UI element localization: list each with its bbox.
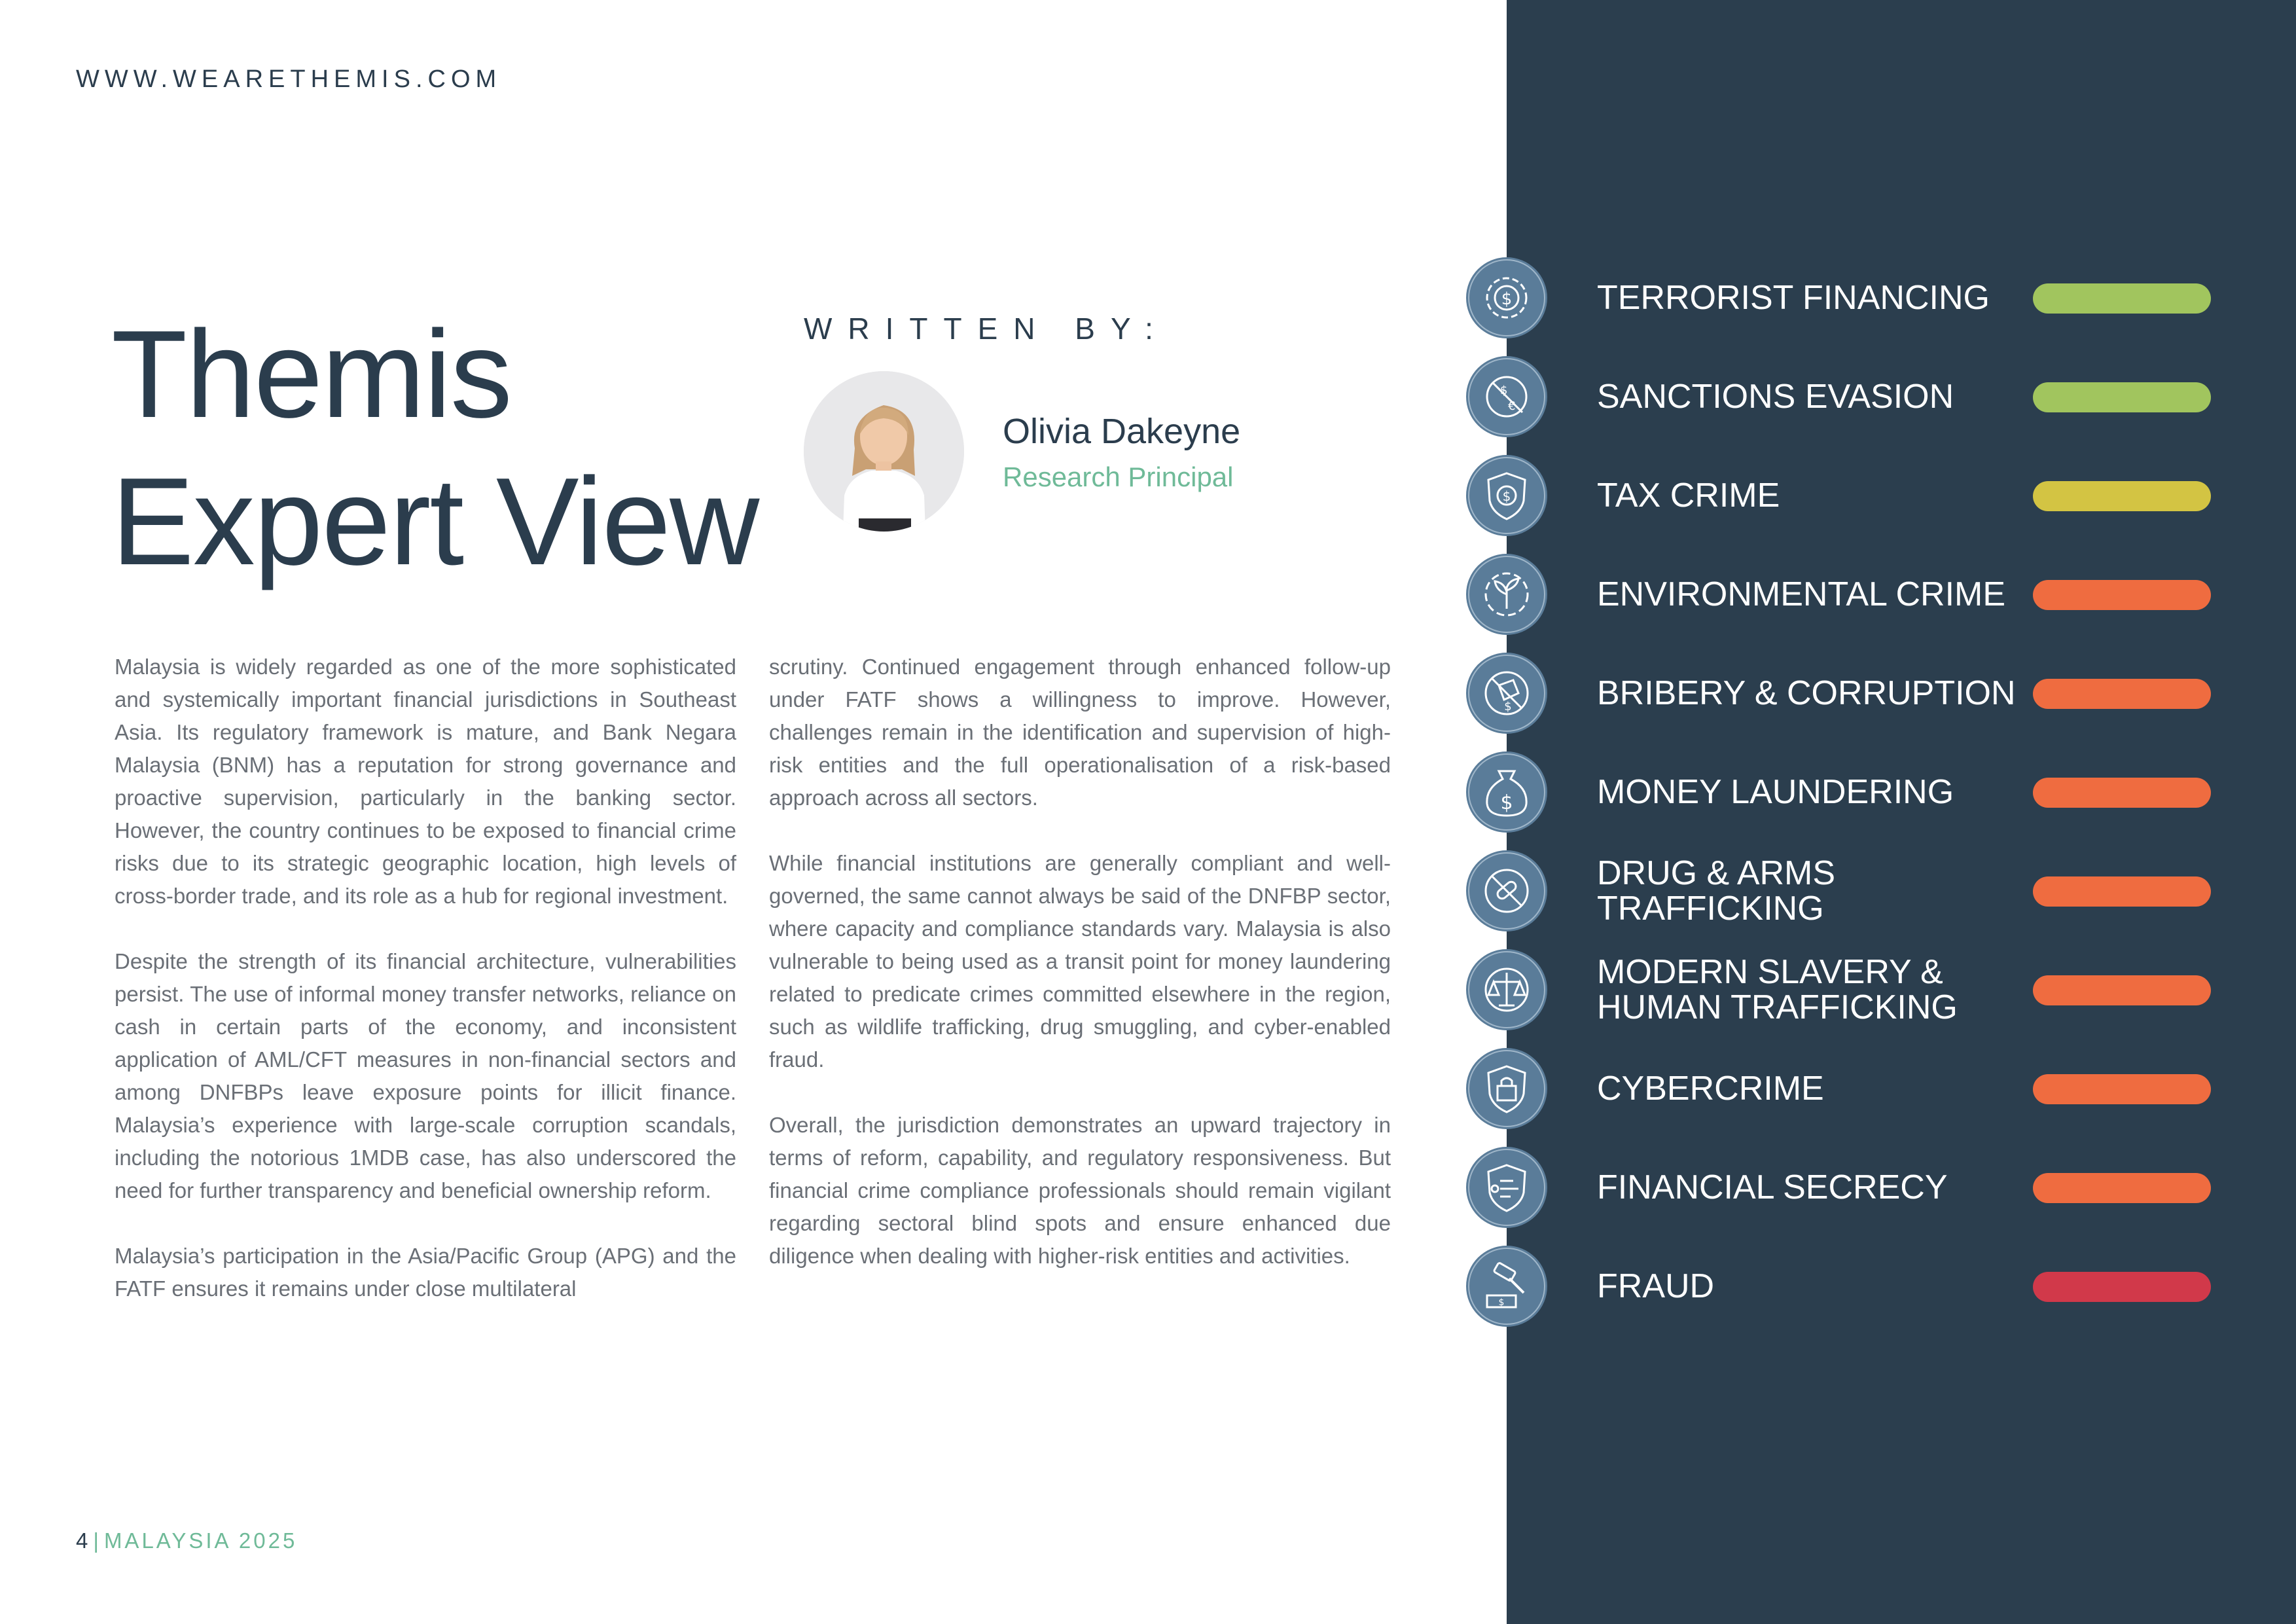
money-bag-icon [1466, 751, 1547, 833]
publication-name: MALAYSIA 2025 [103, 1528, 298, 1553]
risk-label: FRAUD [1597, 1267, 1715, 1305]
risk-label: BRIBERY & CORRUPTION [1597, 674, 2016, 712]
paragraph: scrutiny. Continued engagement through enhanced follow-up under FATF shows a willingness to improve. However, challenges remain in the identification and supervision of high-risk entities and the full operationalisation of a risk-based approach across all sectors. [769, 655, 1391, 810]
risk-level-bar [2033, 1173, 2211, 1203]
paragraph: While financial institutions are generally compliant and well-governed, the same cannot always be said of the DNFBP sector, where capacity and compliance standards vary. Malaysia is also vulnerable to being used as a transit point for money laundering related to predicate crimes committed elsewhere in the region, such as wildlife trafficking, drug smuggling, and cyber-enabled fraud. [769, 851, 1391, 1072]
site-url[interactable]: WWW.WEARETHEMIS.COM [76, 65, 502, 93]
risk-level-bar [2033, 283, 2211, 314]
no-bribery-icon [1466, 653, 1547, 734]
risk-label: TERRORIST FINANCING [1597, 279, 1990, 317]
risk-item [1466, 455, 2212, 536]
risk-item [1466, 356, 2212, 437]
risk-label: CYBERCRIME [1597, 1070, 1824, 1108]
no-drugs-icon [1466, 850, 1547, 931]
title-line-2: Expert View [111, 452, 759, 591]
risk-item [1466, 850, 2212, 931]
gear-leaf-icon [1466, 554, 1547, 635]
scales-hands-icon [1466, 949, 1547, 1030]
risk-item [1466, 257, 2212, 338]
risk-label: MONEY LAUNDERING [1597, 773, 1954, 811]
risk-level-bar [2033, 975, 2211, 1005]
risk-level-bar [2033, 580, 2211, 610]
risk-label: MODERN SLAVERY & HUMAN TRAFFICKING [1597, 953, 1958, 1026]
gear-dollar-icon [1466, 257, 1547, 338]
paragraph: Malaysia is widely regarded as one of the more sophisticated and systemically important financial jurisdictions in Southeast Asia. Its regulatory framework is mature, and Bank Negara Malaysia (BNM) has a reputation for strong governance and proactive supervision, particularly in the banking sector. However, the country continues to be exposed to financial crime risks due to its strategic geographic location, high levels of cross-border trade, and its role as a hub for regional investment. [115, 655, 736, 908]
risk-level-bar [2033, 1074, 2211, 1104]
written-by-label: WRITTEN BY: [804, 312, 1169, 346]
risk-label: TAX CRIME [1597, 477, 1780, 514]
svg-text:$: $ [1498, 1297, 1505, 1308]
risk-label: ENVIRONMENTAL CRIME [1597, 575, 2006, 613]
shield-dollar-icon [1466, 455, 1547, 536]
risk-item [1466, 653, 2212, 734]
risk-item [1466, 554, 2212, 635]
risk-label: DRUG & ARMS TRAFFICKING [1597, 854, 1836, 928]
risk-label: SANCTIONS EVASION [1597, 378, 1954, 416]
paragraph: Malaysia’s participation in the Asia/Pacific Group (APG) and the FATF ensures it remains under close multilateral [115, 1244, 736, 1301]
risk-item [1466, 949, 2212, 1030]
shield-circuit-icon [1466, 1147, 1547, 1228]
author-role: Research Principal [1003, 461, 1234, 492]
svg-text:€: € [1508, 399, 1516, 413]
body-column-right [769, 651, 1391, 1305]
risk-item [1466, 1048, 2212, 1129]
svg-text:$: $ [1500, 384, 1508, 397]
svg-text:$: $ [1504, 700, 1512, 713]
risk-level-bar [2033, 1272, 2211, 1302]
gavel-money-icon [1466, 1246, 1547, 1327]
svg-text:$: $ [1502, 488, 1511, 504]
risk-label: FINANCIAL SECRECY [1597, 1168, 1948, 1206]
page-footer [76, 1528, 297, 1553]
risk-item [1466, 1147, 2212, 1228]
page-title [111, 301, 758, 596]
risk-level-bar [2033, 382, 2211, 412]
svg-text:$: $ [1501, 289, 1513, 309]
risk-level-bar [2033, 679, 2211, 709]
risk-item [1466, 751, 2212, 833]
body-column-left [115, 651, 736, 1338]
risk-level-bar [2033, 876, 2211, 907]
risk-item [1466, 1246, 2212, 1327]
page-number: 4 [76, 1528, 91, 1553]
risk-level-bar [2033, 481, 2211, 511]
paragraph: Despite the strength of its financial architecture, vulnerabilities persist. The use of informal money transfer networks, reliance on cash in certain parts of the economy, and inconsistent application of AML/CFT measures in non-financial sectors and among DNFBPs leave exposure points for illicit finance. Malaysia’s experience with large-scale corruption scandals, including the notorious 1MDB case, has also underscored the need for further transparency and beneficial ownership reform. [115, 949, 736, 1202]
risk-level-bar [2033, 778, 2211, 808]
author-name: Olivia Dakeyne [1003, 412, 1241, 451]
shield-lock-icon [1466, 1048, 1547, 1129]
title-line-1: Themis [111, 305, 511, 444]
author-avatar [804, 371, 964, 532]
paragraph: Overall, the jurisdiction demonstrates an upward trajectory in terms of reform, capability, and regulatory responsiveness. But financial crime compliance professionals should remain vigilant regarding sectoral blind spots and ensure enhanced due diligence when dealing with higher-risk entities and activities. [769, 1113, 1391, 1268]
svg-text:$: $ [1500, 791, 1513, 814]
currency-exchange-icon [1466, 356, 1547, 437]
footer-separator: | [93, 1528, 101, 1553]
